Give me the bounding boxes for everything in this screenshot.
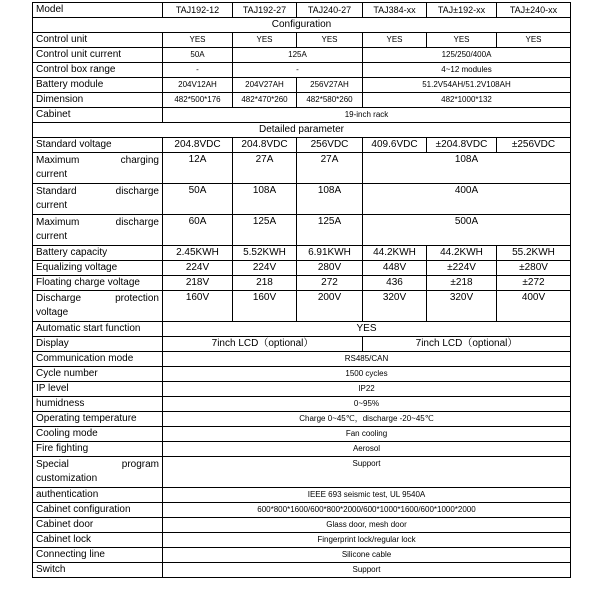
cell-value: 12A	[163, 153, 233, 184]
table-row	[33, 184, 571, 215]
cell-value: 204.8VDC	[163, 138, 233, 153]
row-label: Fire fighting	[33, 442, 163, 457]
cell-value: Aerosol	[163, 442, 571, 457]
cell-value: 409.6VDC	[363, 138, 427, 153]
row-label: Battery module	[33, 78, 163, 93]
cell-value: 44.2KWH	[363, 246, 427, 261]
model-col-5: TAJ±192-xx	[427, 3, 497, 18]
cell-value: 4~12 modules	[363, 63, 571, 78]
table-row	[33, 367, 571, 382]
model-col-3: TAJ240-27	[297, 3, 363, 18]
cell-value: 5.52KWH	[233, 246, 297, 261]
parameter-section-row	[33, 123, 571, 138]
label-line-2: current	[36, 169, 68, 180]
model-col-2: TAJ192-27	[233, 3, 297, 18]
table-row	[33, 322, 571, 337]
cell-value: 125/250/400A	[363, 48, 571, 63]
cell-value: 224V	[163, 261, 233, 276]
cell-value: YES	[163, 33, 233, 48]
row-label	[33, 153, 163, 184]
cell-value: YES	[497, 33, 571, 48]
row-label: authentication	[33, 488, 163, 503]
row-label: Standard voltage	[33, 138, 163, 153]
cell-value: 108A	[363, 153, 571, 184]
cell-value: 27A	[233, 153, 297, 184]
cell-value: 0~95%	[163, 397, 571, 412]
row-label: Communication mode	[33, 352, 163, 367]
row-label: Switch	[33, 563, 163, 578]
cell-value: ±272	[497, 276, 571, 291]
row-label: Cycle number	[33, 367, 163, 382]
table-row	[33, 215, 571, 246]
cell-value: 19-inch rack	[163, 108, 571, 123]
cell-value: 320V	[363, 291, 427, 322]
cell-value: Fingerprint lock/regular lock	[163, 533, 571, 548]
cell-value: Silicone cable	[163, 548, 571, 563]
row-label: Cabinet lock	[33, 533, 163, 548]
cell-value: ±256VDC	[497, 138, 571, 153]
row-label: Equalizing voltage	[33, 261, 163, 276]
table-row	[33, 291, 571, 322]
row-label: Cabinet	[33, 108, 163, 123]
detailed-parameter-heading: Detailed parameter	[33, 123, 571, 138]
cell-value: -	[233, 63, 363, 78]
row-label: Operating temperature	[33, 412, 163, 427]
cell-value: 2.45KWH	[163, 246, 233, 261]
cell-value: YES	[163, 322, 571, 337]
label-line-1: Discharge protection	[36, 293, 159, 304]
table-row	[33, 337, 571, 352]
cell-value: 125A	[233, 48, 363, 63]
row-label: Control box range	[33, 63, 163, 78]
cell-value: 280V	[297, 261, 363, 276]
spec-table	[32, 2, 571, 578]
cell-value: 51.2V54AH/51.2V108AH	[363, 78, 571, 93]
cell-value: 500A	[363, 215, 571, 246]
label-line-2: voltage	[36, 307, 69, 318]
cell-value: 125A	[233, 215, 297, 246]
cell-value: 224V	[233, 261, 297, 276]
table-row	[33, 412, 571, 427]
cell-value: 448V	[363, 261, 427, 276]
table-row	[33, 548, 571, 563]
cell-value: 204.8VDC	[233, 138, 297, 153]
row-label	[33, 215, 163, 246]
cell-value: 600*800*1600/600*800*2000/600*1000*1600/600*1000*2000	[163, 503, 571, 518]
row-label: Floating charge voltage	[33, 276, 163, 291]
cell-value: 160V	[233, 291, 297, 322]
cell-value: ±204.8VDC	[427, 138, 497, 153]
table-row	[33, 397, 571, 412]
table-row	[33, 93, 571, 108]
cell-value: YES	[233, 33, 297, 48]
cell-value: 204V12AH	[163, 78, 233, 93]
cell-value: 400A	[363, 184, 571, 215]
cell-value: 160V	[163, 291, 233, 322]
label-line-1: Standard discharge	[36, 186, 159, 197]
cell-value: 50A	[163, 184, 233, 215]
label-line-2: current	[36, 231, 68, 242]
cell-value: Support	[163, 457, 571, 488]
cell-value: Glass door, mesh door	[163, 518, 571, 533]
cell-value: ±218	[427, 276, 497, 291]
cell-value: Charge 0~45℃，discharge -20~45℃	[163, 412, 571, 427]
cell-value: 218	[233, 276, 297, 291]
label-line-1: Special program	[36, 459, 159, 470]
configuration-section-row	[33, 18, 571, 33]
table-row	[33, 261, 571, 276]
cell-value: 44.2KWH	[427, 246, 497, 261]
cell-value: 218V	[163, 276, 233, 291]
cell-value: 27A	[297, 153, 363, 184]
cell-value: 256V27AH	[297, 78, 363, 93]
cell-value: 7inch LCD（optional）	[163, 337, 363, 352]
table-row	[33, 427, 571, 442]
row-label	[33, 184, 163, 215]
cell-value: 60A	[163, 215, 233, 246]
cell-value: YES	[427, 33, 497, 48]
row-label: Automatic start function	[33, 322, 163, 337]
cell-value: 272	[297, 276, 363, 291]
table-row	[33, 533, 571, 548]
cell-value: 482*1000*132	[363, 93, 571, 108]
cell-value: 55.2KWH	[497, 246, 571, 261]
table-row	[33, 442, 571, 457]
cell-value: 1500 cycles	[163, 367, 571, 382]
row-label: IP level	[33, 382, 163, 397]
cell-value: 125A	[297, 215, 363, 246]
cell-value: YES	[363, 33, 427, 48]
cell-value: 482*470*260	[233, 93, 297, 108]
label-line-1: Maximum discharge	[36, 217, 159, 228]
row-label: humidness	[33, 397, 163, 412]
table-row	[33, 246, 571, 261]
label-line-2: customization	[36, 473, 98, 484]
cell-value: IP22	[163, 382, 571, 397]
cell-value: Support	[163, 563, 571, 578]
row-label: Connecting line	[33, 548, 163, 563]
row-label: Dimension	[33, 93, 163, 108]
table-row	[33, 153, 571, 184]
table-row	[33, 276, 571, 291]
cell-value: 256VDC	[297, 138, 363, 153]
row-label: Cabinet door	[33, 518, 163, 533]
header-row	[33, 3, 571, 18]
cell-value: -	[163, 63, 233, 78]
table-row	[33, 33, 571, 48]
table-row	[33, 457, 571, 488]
cell-value: 108A	[233, 184, 297, 215]
table-row	[33, 518, 571, 533]
cell-value: 108A	[297, 184, 363, 215]
cell-value: ±280V	[497, 261, 571, 276]
spec-table-wrapper	[32, 2, 570, 578]
row-label: Display	[33, 337, 163, 352]
cell-value: 436	[363, 276, 427, 291]
row-label: Control unit	[33, 33, 163, 48]
row-label: Cooling mode	[33, 427, 163, 442]
row-label: Battery capacity	[33, 246, 163, 261]
table-row	[33, 563, 571, 578]
model-col-6: TAJ±240-xx	[497, 3, 571, 18]
cell-value: 482*500*176	[163, 93, 233, 108]
cell-value: 320V	[427, 291, 497, 322]
model-header: Model	[33, 3, 163, 18]
cell-value: ±224V	[427, 261, 497, 276]
table-row	[33, 382, 571, 397]
label-line-2: current	[36, 200, 68, 211]
table-row	[33, 63, 571, 78]
cell-value: 482*580*260	[297, 93, 363, 108]
cell-value: 7inch LCD（optional）	[363, 337, 571, 352]
cell-value: 50A	[163, 48, 233, 63]
model-col-1: TAJ192-12	[163, 3, 233, 18]
cell-value: 400V	[497, 291, 571, 322]
cell-value: RS485/CAN	[163, 352, 571, 367]
model-col-4: TAJ384-xx	[363, 3, 427, 18]
row-label: Cabinet configuration	[33, 503, 163, 518]
configuration-heading: Configuration	[33, 18, 571, 33]
cell-value: 200V	[297, 291, 363, 322]
label-line-1: Maximum charging	[36, 155, 159, 166]
table-row	[33, 488, 571, 503]
table-row	[33, 108, 571, 123]
cell-value: YES	[297, 33, 363, 48]
row-label: Control unit current	[33, 48, 163, 63]
table-row	[33, 138, 571, 153]
row-label	[33, 457, 163, 488]
table-row	[33, 352, 571, 367]
table-row	[33, 503, 571, 518]
cell-value: IEEE 693 seismic test, UL 9540A	[163, 488, 571, 503]
table-row	[33, 48, 571, 63]
row-label	[33, 291, 163, 322]
table-row	[33, 78, 571, 93]
cell-value: 6.91KWH	[297, 246, 363, 261]
cell-value: 204V27AH	[233, 78, 297, 93]
cell-value: Fan cooling	[163, 427, 571, 442]
